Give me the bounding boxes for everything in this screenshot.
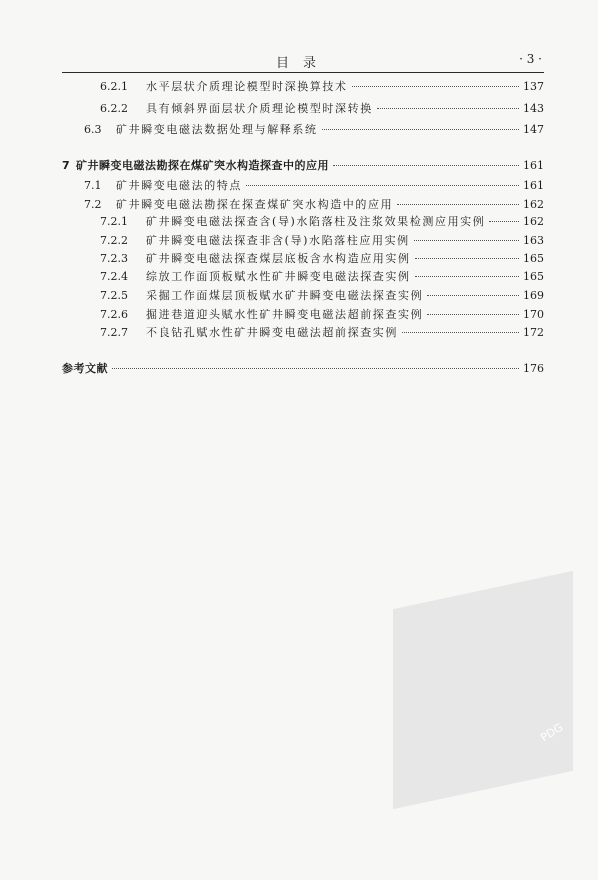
toc-entry-number: 7.2.5 [100,289,128,302]
toc-entry[interactable] [100,324,544,340]
toc-entry[interactable] [100,250,544,266]
toc-entry-title: 综放工作面顶板赋水性矿井瞬变电磁法探查实例 [146,270,411,283]
toc-entry[interactable] [62,157,544,173]
toc-leader-dots [112,368,519,369]
toc-entry-number: 7.2 [84,198,102,211]
toc-entry-title: 矿井瞬变电磁法数据处理与解释系统 [116,123,318,136]
toc-entry[interactable] [100,306,544,322]
toc-entry-number: 7.1 [84,179,102,192]
toc-entry[interactable] [84,177,544,193]
toc-entry[interactable] [84,196,544,212]
toc-entry-page: 161 [523,159,544,172]
toc-entry-title: 不良钻孔赋水性矿井瞬变电磁法超前探查实例 [146,326,398,339]
toc-entry-page: 176 [523,362,544,375]
toc-entry[interactable] [100,232,544,248]
toc-leader-dots [322,129,519,130]
toc-entry-page: 169 [523,289,544,302]
toc-entry[interactable] [100,78,544,94]
toc-entry-number: 7 [62,159,71,172]
toc-entry-number: 7.2.7 [100,326,128,339]
toc-entry-page: 170 [523,308,544,321]
toc-entry-title: 矿井瞬变电磁法勘探在煤矿突水构造探查中的应用 [76,159,329,172]
toc-entry[interactable] [84,121,544,137]
watermark-seal [393,571,573,809]
toc-entry-page: 165 [523,270,544,283]
toc-entry-title: 参考文献 [62,362,108,375]
toc-entry[interactable] [100,213,544,229]
toc-leader-dots [414,240,519,241]
toc-entry-title: 掘进巷道迎头赋水性矿井瞬变电磁法超前探查实例 [146,308,424,321]
toc-entry[interactable] [100,287,544,303]
toc-leader-dots [415,276,519,277]
toc-leader-dots [377,108,519,109]
header-page-number: · 3 · [519,52,542,66]
toc-entry-title: 矿井瞬变电磁法探查非含(导)水陷落柱应用实例 [146,234,410,247]
toc-entry-number: 6.2.2 [100,102,128,115]
toc-leader-dots [352,86,519,87]
watermark-pdg-text: PDG [538,720,566,745]
toc-entry-number: 6.2.1 [100,80,128,93]
toc-leader-dots [246,185,519,186]
toc-entry-page: 161 [523,179,544,192]
header-title: 目录 [275,56,330,71]
page-header [62,52,544,72]
toc-leader-dots [397,204,519,205]
toc-entry-page: 162 [523,215,544,228]
toc-leader-dots [415,258,519,259]
toc-entry[interactable] [62,360,544,376]
toc-entry-title: 水平层状介质理论模型时深换算技术 [146,80,348,93]
toc-leader-dots [489,221,519,222]
toc-entry-title: 矿井瞬变电磁法的特点 [116,179,242,192]
toc-entry-number: 7.2.3 [100,252,128,265]
toc-entry-page: 163 [523,234,544,247]
toc-leader-dots [402,332,519,333]
toc-leader-dots [427,295,519,296]
toc-entry-page: 172 [523,326,544,339]
toc-entry-page: 165 [523,252,544,265]
toc-entry-number: 7.2.4 [100,270,128,283]
toc-entry-number: 7.2.2 [100,234,128,247]
toc-entry-title: 采掘工作面煤层顶板赋水矿井瞬变电磁法探查实例 [146,289,424,302]
toc-entry[interactable] [100,268,544,284]
toc-entry[interactable] [100,100,544,116]
toc-entry-page: 137 [523,80,544,93]
toc-leader-dots [333,165,519,166]
toc-entry-number: 7.2.6 [100,308,128,321]
toc-entry-title: 矿井瞬变电磁法勘探在探查煤矿突水构造中的应用 [116,198,394,211]
toc-entry-title: 具有倾斜界面层状介质理论模型时深转换 [146,102,373,115]
toc-entry-number: 7.2.1 [100,215,128,228]
header-rule [62,72,544,73]
toc-entry-page: 147 [523,123,544,136]
toc-entry-page: 162 [523,198,544,211]
toc-leader-dots [427,314,519,315]
toc-entry-title: 矿井瞬变电磁法探查含(导)水陷落柱及注浆效果检测应用实例 [146,215,486,228]
toc-entry-page: 143 [523,102,544,115]
toc-entry-number: 6.3 [84,123,102,136]
toc-entry-title: 矿井瞬变电磁法探查煤层底板含水构造应用实例 [146,252,411,265]
